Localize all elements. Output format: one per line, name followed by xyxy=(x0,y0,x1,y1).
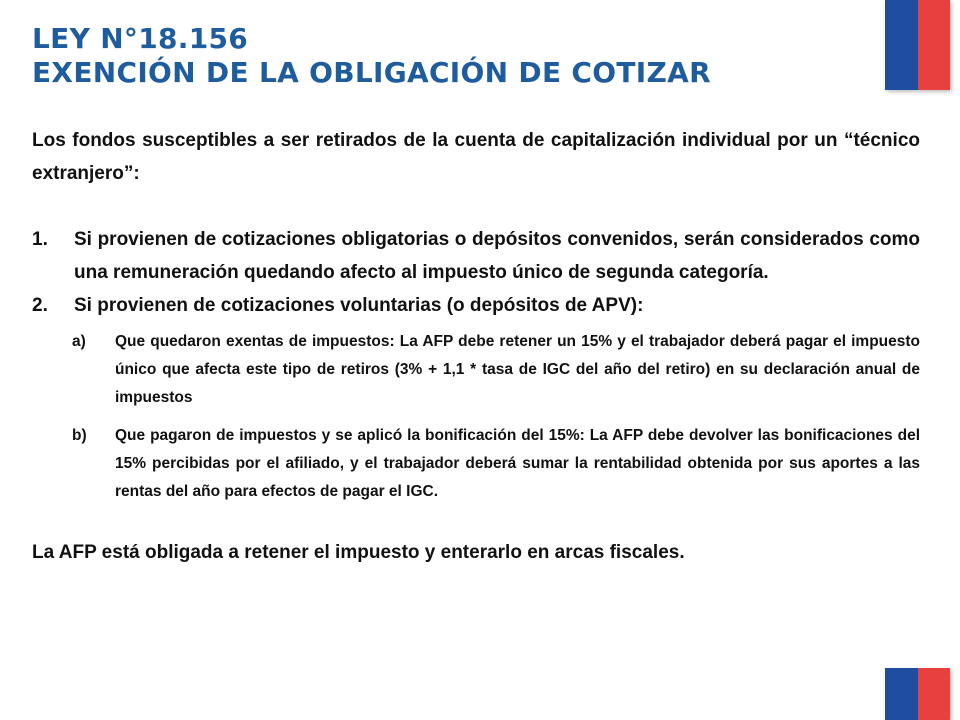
list-item-text: Si provienen de cotizaciones voluntarias (o depósitos de APV): xyxy=(74,295,644,316)
list-item-number: 2. xyxy=(32,295,48,316)
sub-item-letter: a) xyxy=(72,333,86,350)
flag-red-stripe xyxy=(918,0,951,90)
list-item-2 xyxy=(32,289,920,322)
intro-paragraph: Los fondos susceptibles a ser retirados de la cuenta de capitalización individual por un “técnico extranjero”: xyxy=(32,130,920,184)
list-item-1 xyxy=(32,223,920,289)
sub-item-text: Que pagaron de impuestos y se aplicó la bonificación del 15%: La AFP debe devolver las bonificaciones del 15% percibidas por el afiliado, y el trabajador deberá sumar la rentabilidad obtenida por sus aportes a las rentas del año para efectos de pagar el IGC. xyxy=(115,427,920,500)
sub-item-b xyxy=(32,422,920,506)
slide-body xyxy=(32,124,920,569)
flag-blue-stripe xyxy=(885,0,918,90)
flag-decoration-top xyxy=(885,0,950,90)
list-item-number: 1. xyxy=(32,229,48,250)
list-item-text: Si provienen de cotizaciones obligatorias o depósitos convenidos, serán considerados como una remuneración quedando afecto al impuesto único de segunda categoría. xyxy=(74,229,920,283)
sub-item-text: Que quedaron exentas de impuestos: La AFP debe retener un 15% y el trabajador deberá pagar el impuesto único que afecta este tipo de retiros (3% + 1,1 * tasa de IGC del año del retiro) en su declaración anual de impuestos xyxy=(115,333,920,406)
flag-blue-stripe xyxy=(885,668,918,720)
sub-item-a xyxy=(32,328,920,412)
flag-red-stripe xyxy=(918,668,951,720)
title-line-1: LEY N°18.156 xyxy=(32,22,249,55)
title-line-2: EXENCIÓN DE LA OBLIGACIÓN DE COTIZAR xyxy=(32,56,711,89)
closing-paragraph: La AFP está obligada a retener el impuesto y enterarlo en arcas fiscales. xyxy=(32,542,685,563)
sub-item-letter: b) xyxy=(72,427,87,444)
slide-title xyxy=(32,22,872,90)
flag-decoration-bottom xyxy=(885,668,950,720)
